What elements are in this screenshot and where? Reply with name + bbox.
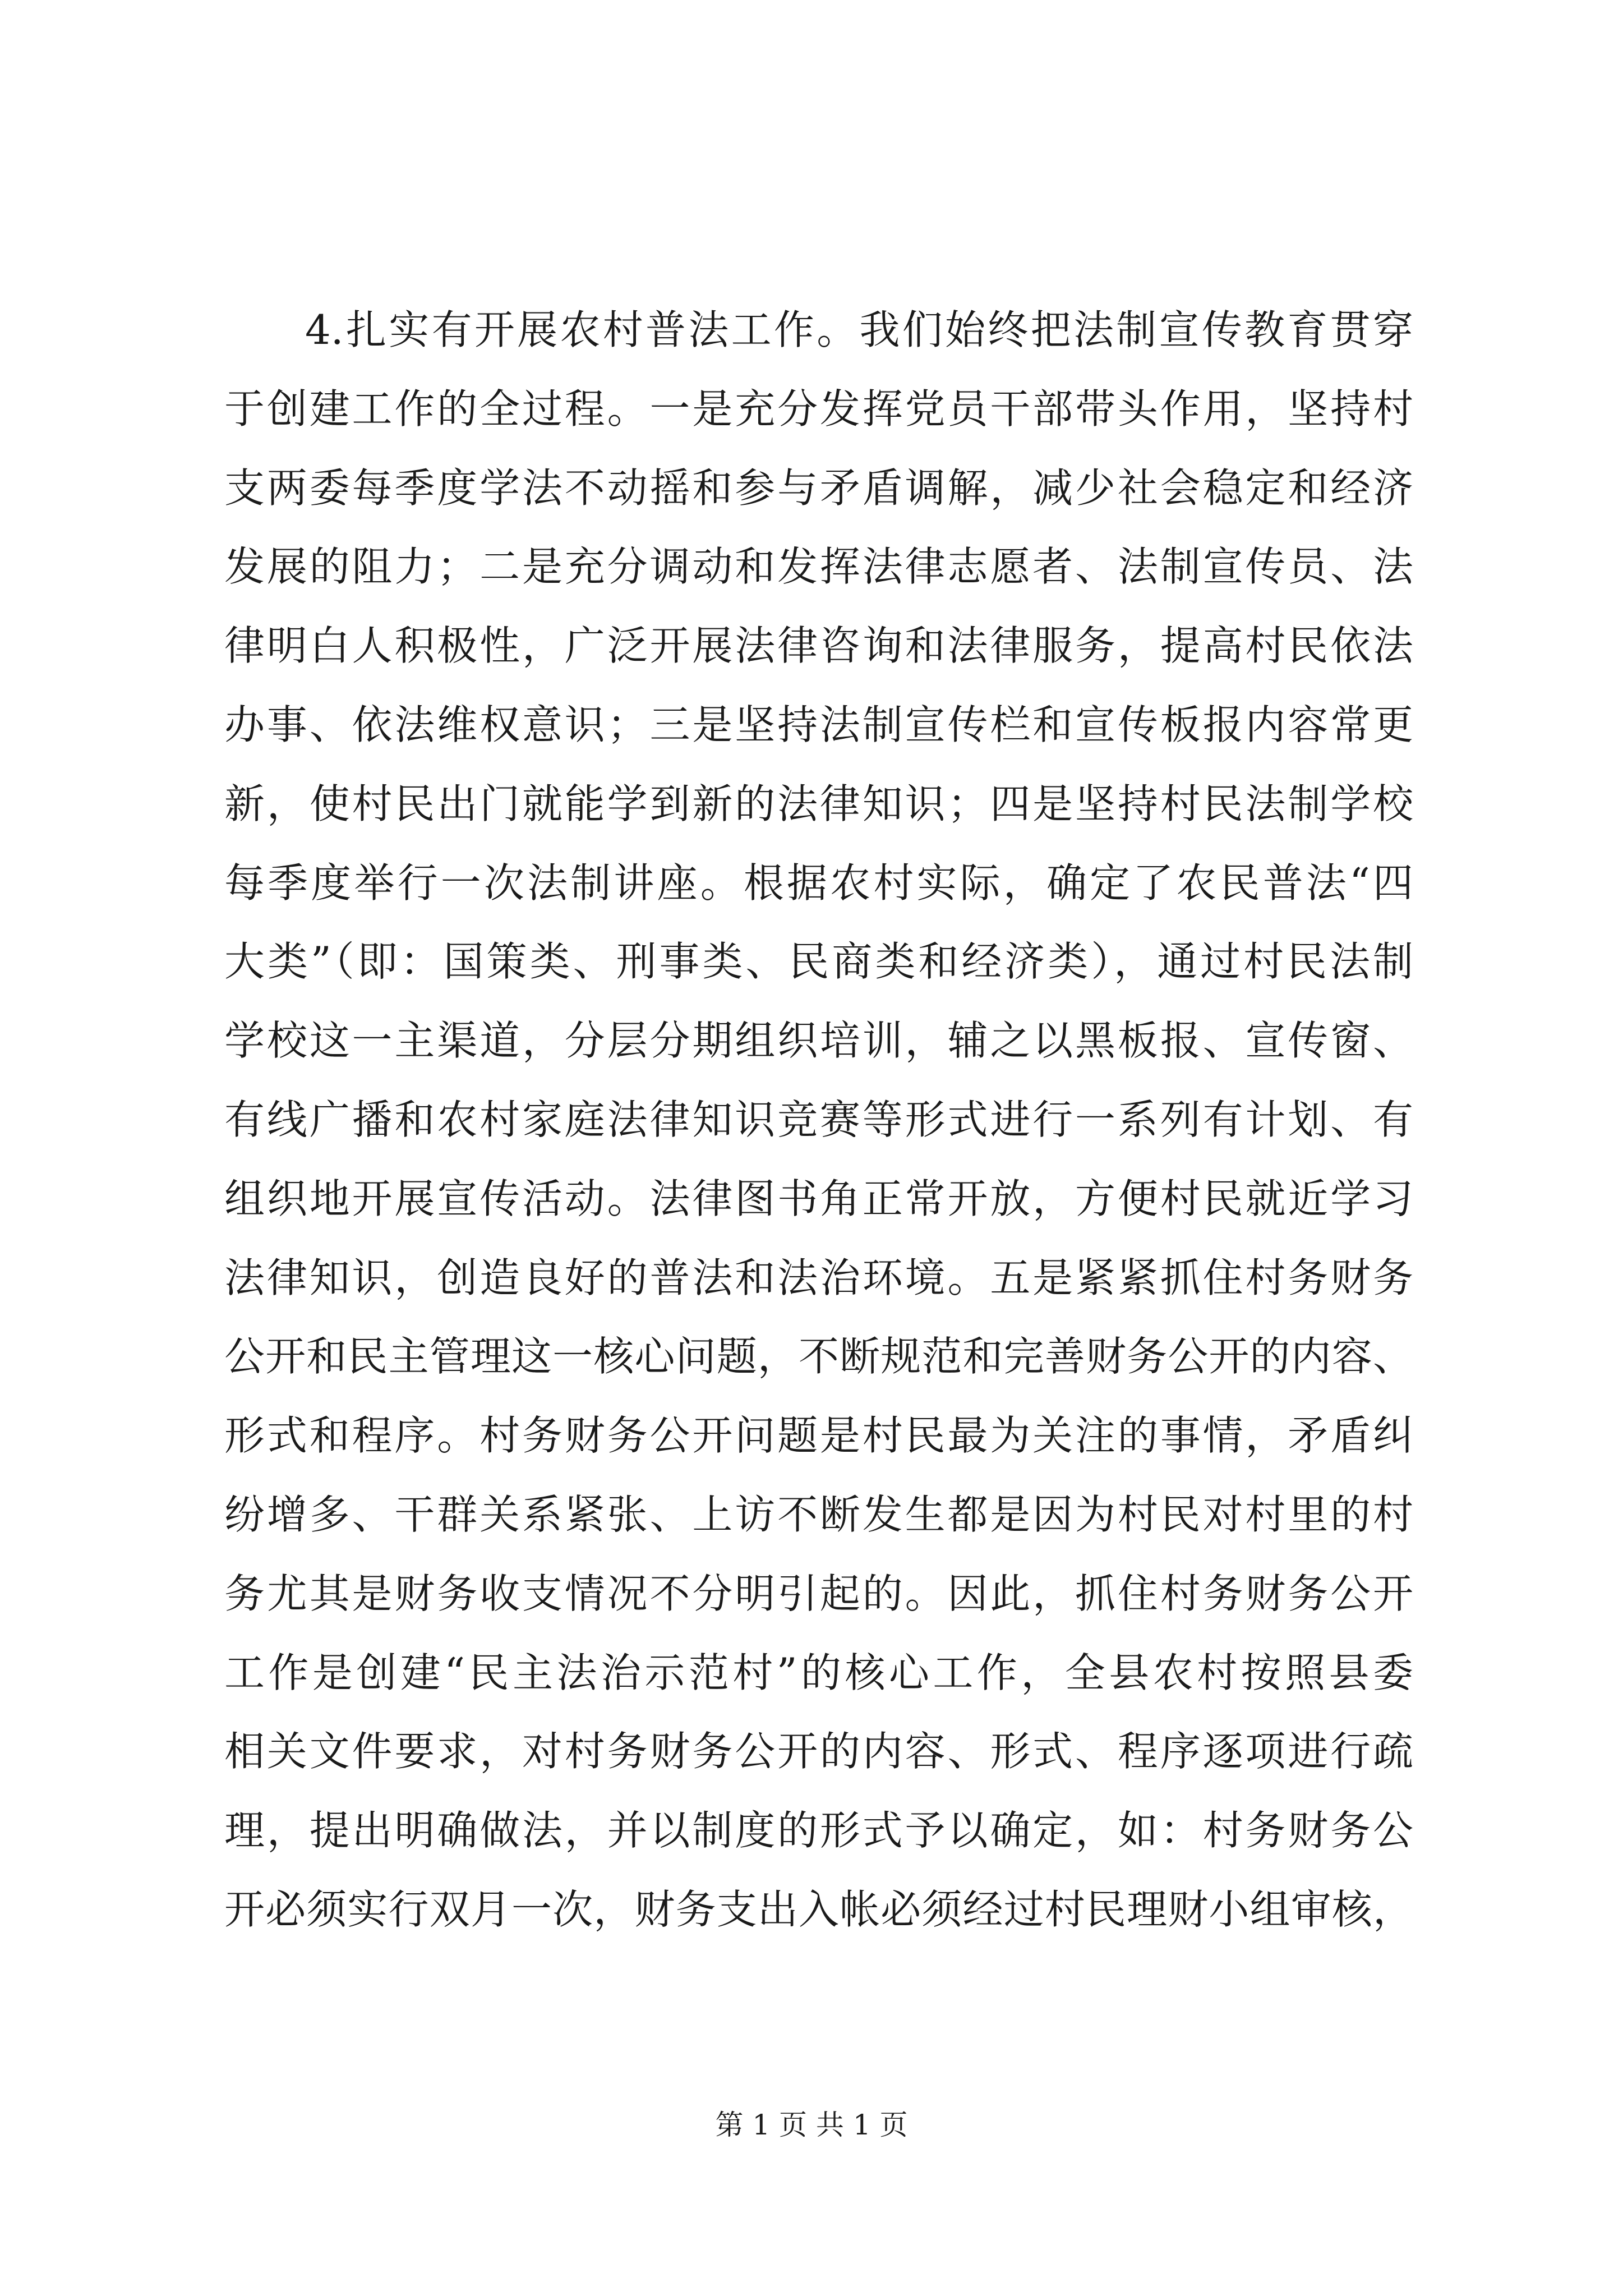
text-line: 纷增多、干群关系紧张、上访不断发生都是因为村民对村里的村 xyxy=(224,1490,1413,1538)
text-line: 发展的阻力；二是充分调动和发挥法律志愿者、法制宣传员、法 xyxy=(224,543,1413,591)
text-line: 办事、依法维权意识；三是坚持法制宣传栏和宣传板报内容常更 xyxy=(224,701,1413,748)
text-line: 组织地开展宣传活动。法律图书角正常开放，方便村民就近学习 xyxy=(224,1175,1413,1222)
text-line: 律明白人积极性，广泛开展法律咨询和法律服务，提高村民依法 xyxy=(224,622,1413,670)
text-line: 于创建工作的全过程。一是充分发挥党员干部带头作用，坚持村 xyxy=(224,385,1413,432)
text-line: 务尤其是财务收支情况不分明引起的。因此，抓住村务财务公开 xyxy=(224,1570,1413,1617)
text-line: 法律知识，创造良好的普法和法治环境。五是紧紧抓住村务财务 xyxy=(224,1254,1413,1301)
text-line: 工作是创建“民主法治示范村”的核心工作，全县农村按照县委 xyxy=(224,1649,1413,1696)
text-line: 开必须实行双月一次，财务支出入帐必须经过村民理财小组审核， xyxy=(224,1885,1413,1933)
text-line: 4.扎实有开展农村普法工作。我们始终把法制宣传教育贯穿 xyxy=(305,306,1413,353)
page-footer xyxy=(0,2108,1623,2142)
page-number-label: 第 1 页 共 1 页 xyxy=(715,2109,908,2141)
text-line: 形式和程序。村务财务公开问题是村民最为关注的事情，矛盾纠 xyxy=(224,1412,1413,1460)
text-line: 学校这一主渠道，分层分期组织培训，辅之以黑板报、宣传窗、 xyxy=(224,1017,1413,1065)
body-paragraph xyxy=(224,291,1413,1949)
text-line: 支两委每季度学法不动摇和参与矛盾调解，减少社会稳定和经济 xyxy=(224,464,1413,512)
text-line: 理，提出明确做法，并以制度的形式予以确定，如：村务财务公 xyxy=(224,1807,1413,1855)
text-line: 每季度举行一次法制讲座。根据农村实际，确定了农民普法“四 xyxy=(224,859,1413,907)
text-line: 相关文件要求，对村务财务公开的内容、形式、程序逐项进行疏 xyxy=(224,1728,1413,1775)
text-line: 大类”（即：国策类、刑事类、民商类和经济类），通过村民法制 xyxy=(224,938,1413,986)
text-line: 公开和民主管理这一核心问题，不断规范和完善财务公开的内容、 xyxy=(224,1333,1413,1381)
text-line: 新，使村民出门就能学到新的法律知识；四是坚持村民法制学校 xyxy=(224,780,1413,827)
text-line: 有线广播和农村家庭法律知识竞赛等形式进行一系列有计划、有 xyxy=(224,1096,1413,1143)
